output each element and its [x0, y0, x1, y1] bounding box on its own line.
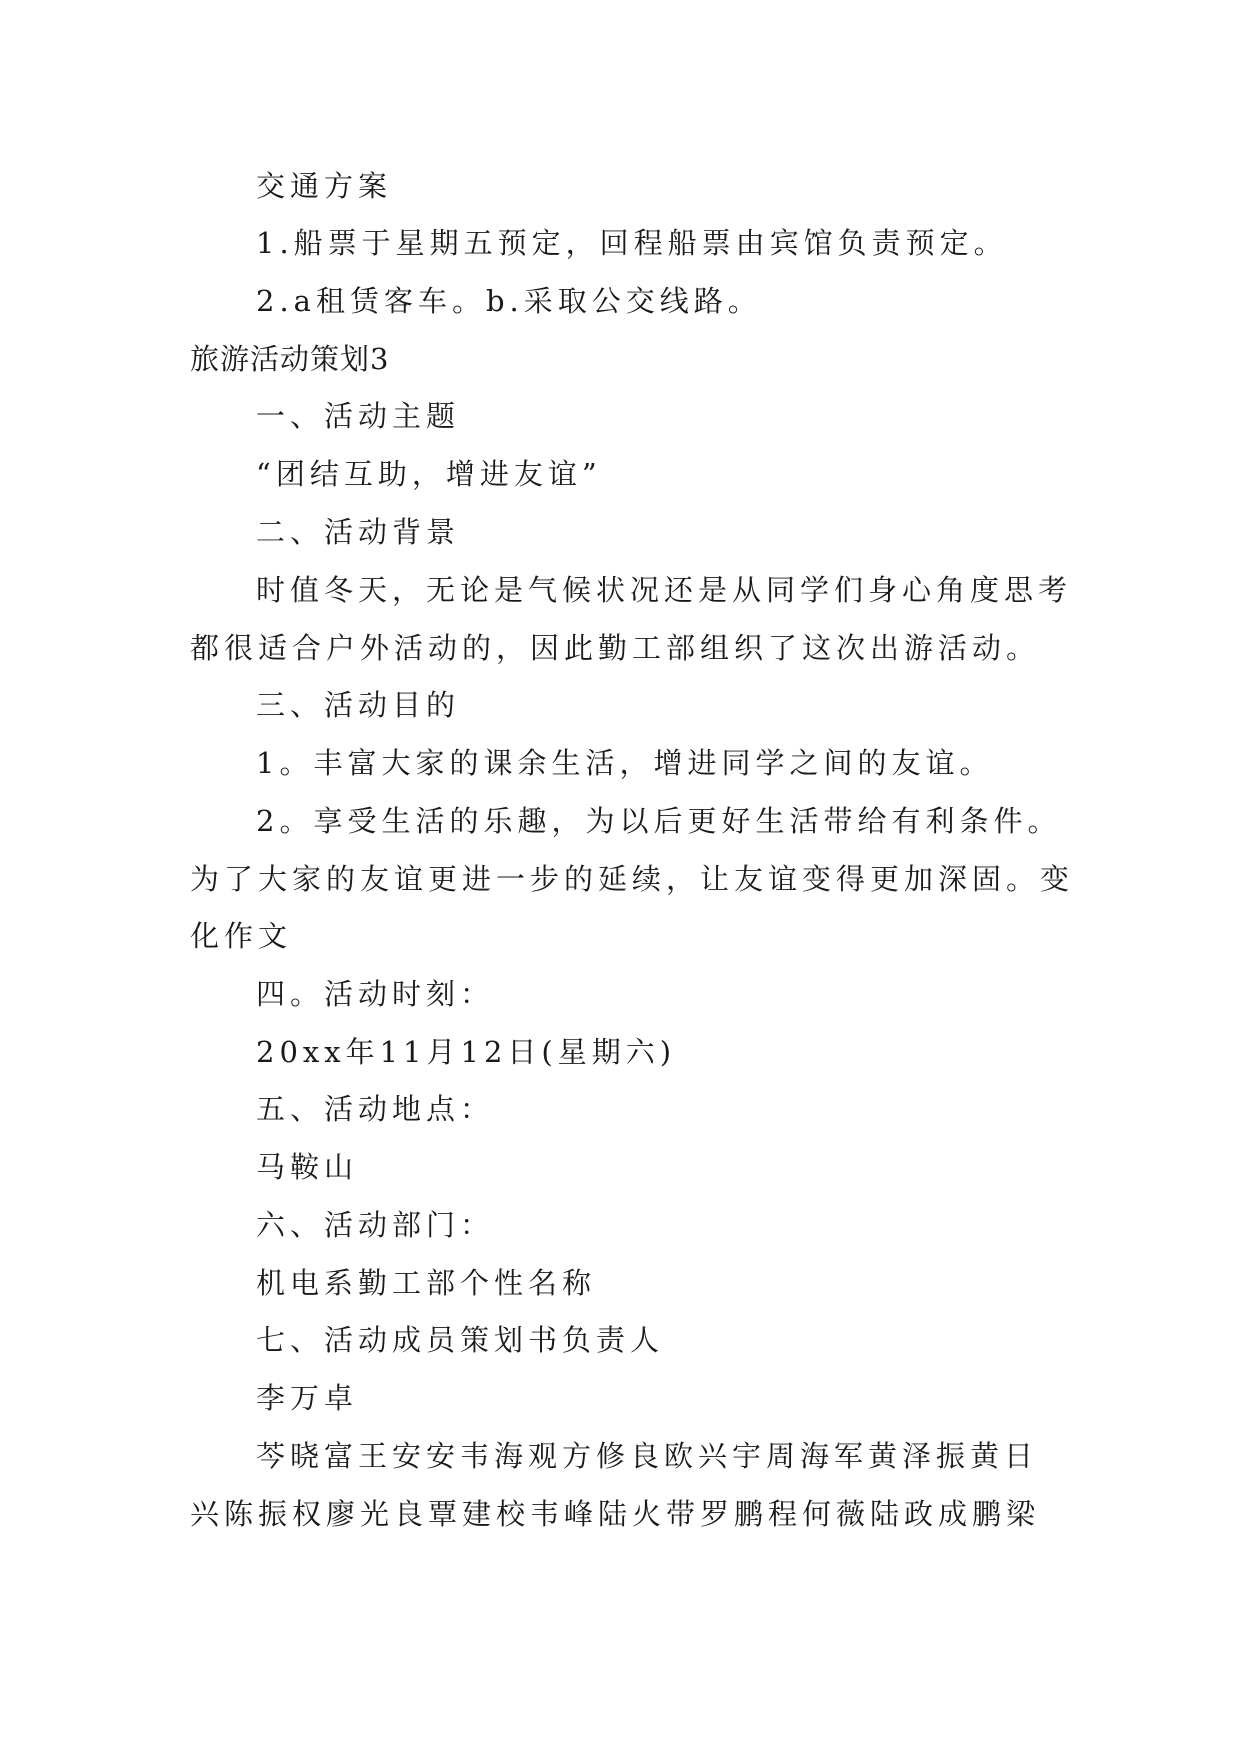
paragraph-line: 时值冬天，无论是气候状况还是从同学们身心角度思考 [256, 573, 1073, 607]
paragraph-line: 机电系勤工部个性名称 [256, 1266, 597, 1300]
paragraph-line: 20xx年11月12日(星期六) [256, 1035, 677, 1069]
section-heading: 五、活动地点： [256, 1092, 495, 1126]
paragraph-line: 芩晓富王安安韦海观方修良欧兴宇周海军黄泽振黄日 [256, 1439, 1039, 1473]
section-heading-transport: 交通方案 [256, 169, 393, 203]
document-title: 旅游活动策划3 [190, 342, 390, 376]
paragraph-line: 2.a租赁客车。b.采取公交线路。 [256, 284, 762, 318]
paragraph-line: 化作文 [190, 919, 293, 953]
paragraph-line: 李万卓 [256, 1381, 359, 1415]
paragraph-line: 马鞍山 [256, 1150, 359, 1184]
section-heading: 六、活动部门： [256, 1208, 495, 1242]
paragraph-line: 兴陈振权廖光良覃建校韦峰陆火带罗鹏程何薇陆政成鹏梁 [190, 1497, 1041, 1531]
section-heading: 三、活动目的 [256, 688, 461, 722]
section-heading: 二、活动背景 [256, 515, 461, 549]
paragraph-line: 都很适合户外活动的，因此勤工部组织了这次出游活动。 [190, 631, 1041, 665]
section-heading: 四。活动时刻： [256, 977, 495, 1011]
paragraph-line: 1。丰富大家的课余生活，增进同学之间的友谊。 [256, 746, 994, 780]
section-heading: 一、活动主题 [256, 399, 461, 433]
paragraph-line: 1.船票于星期五预定，回程船票由宾馆负责预定。 [256, 226, 1008, 260]
section-heading: 七、活动成员策划书负责人 [256, 1323, 665, 1357]
paragraph-line: “团结互助，增进友谊” [256, 457, 602, 491]
paragraph-line: 2。享受生活的乐趣，为以后更好生活带给有利条件。 [256, 804, 1062, 838]
paragraph-line: 为了大家的友谊更进一步的延续，让友谊变得更加深固。变 [190, 862, 1075, 896]
